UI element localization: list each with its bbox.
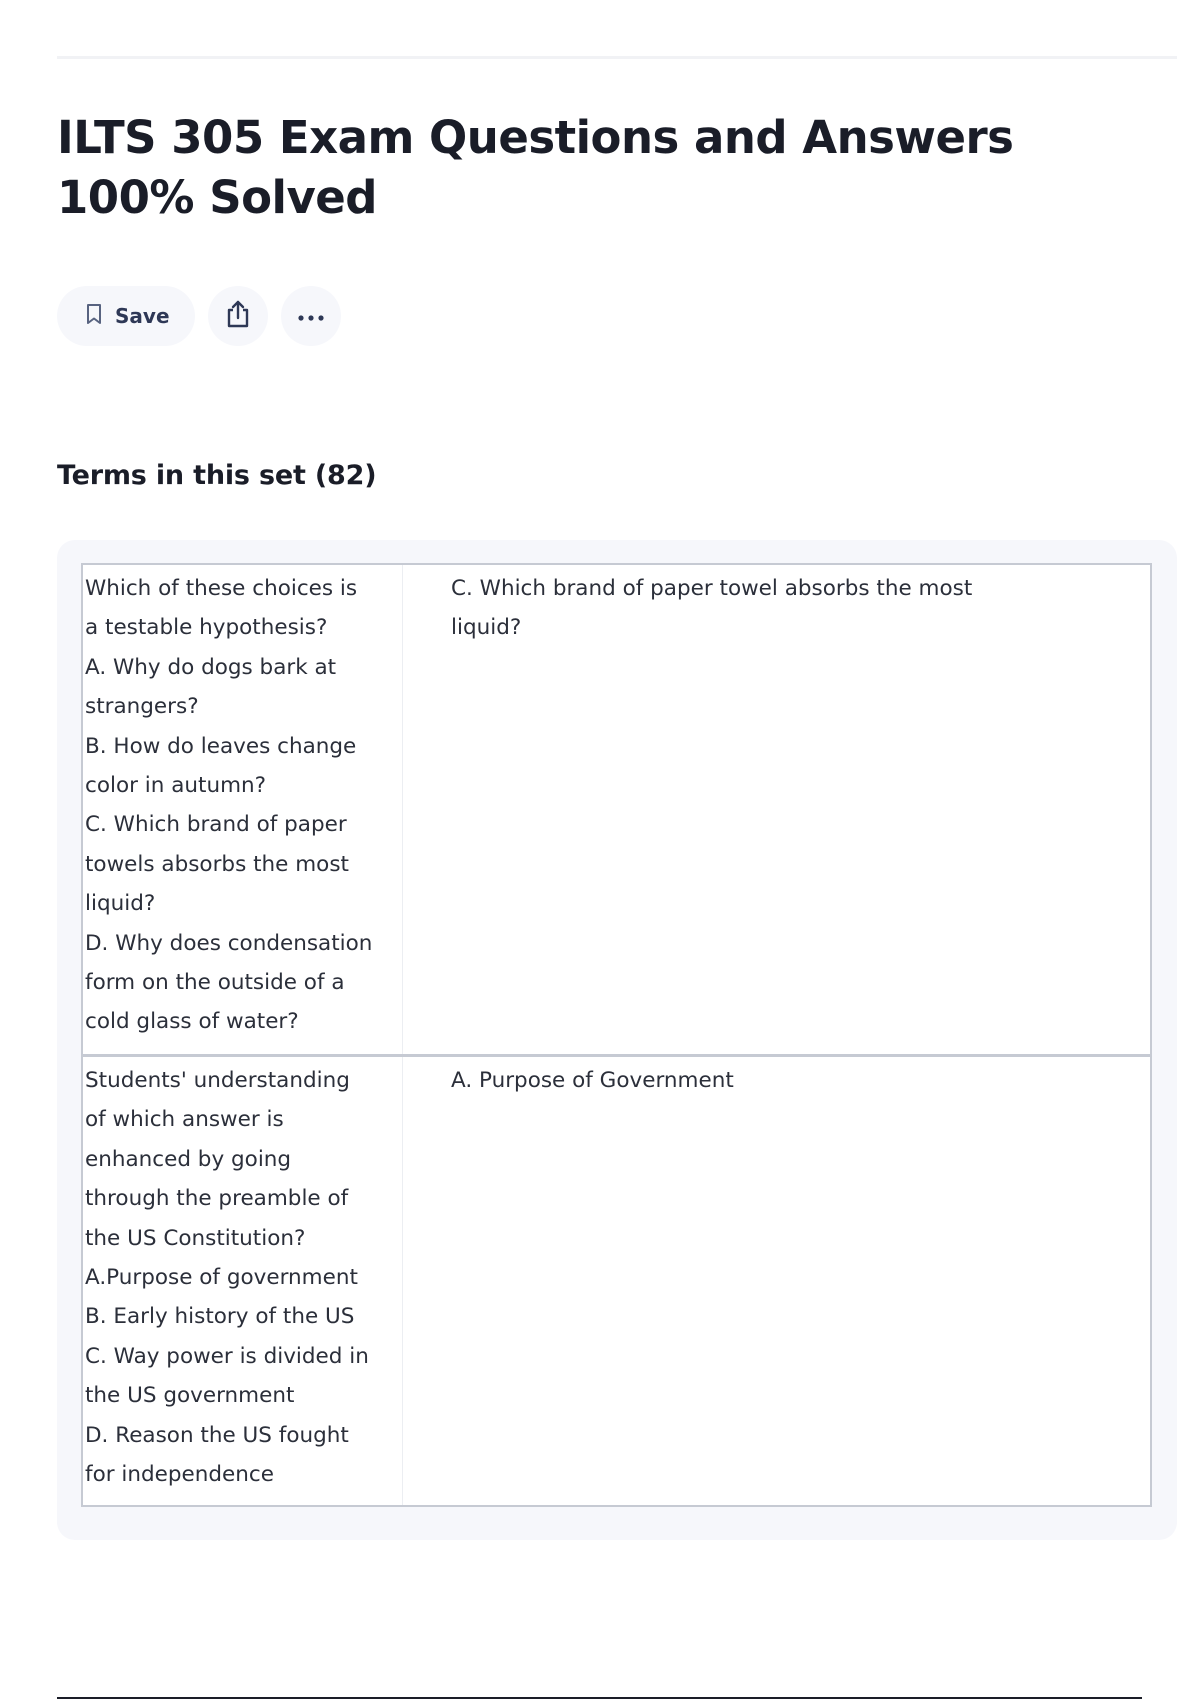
save-button-label: Save — [115, 304, 170, 328]
term-line: B. How do leaves change — [85, 733, 357, 759]
share-icon — [224, 299, 252, 333]
more-options-button[interactable] — [281, 286, 341, 346]
top-divider — [57, 56, 1177, 59]
term-line: D. Reason the US fought — [85, 1422, 349, 1448]
term-line: Which of these choices is — [85, 576, 358, 601]
term-line: A.Purpose of government — [85, 1265, 358, 1291]
term-line: enhanced by going — [85, 1146, 292, 1172]
term-line: of which answer is — [85, 1107, 284, 1133]
terms-heading: Terms in this set (82) — [57, 460, 377, 491]
term-line: form on the outside of a — [85, 970, 345, 996]
definition-cell — [403, 565, 1150, 1054]
term-line: C. Way power is divided in — [85, 1343, 369, 1369]
definition-text: C. Which brand of paper towel absorbs the most liquid? — [451, 576, 973, 641]
term-row — [83, 1054, 1150, 1505]
term-line: color in autumn? — [85, 773, 267, 799]
term-line: through the preamble of — [85, 1186, 349, 1212]
bookmark-icon — [85, 303, 103, 329]
term-line: a testable hypothesis? — [85, 615, 328, 641]
more-icon — [296, 307, 326, 326]
term-cell — [83, 1057, 403, 1505]
term-line: C. Which brand of paper — [85, 812, 347, 838]
definition-text: A. Purpose of Government — [451, 1068, 734, 1093]
terms-table — [81, 563, 1152, 1507]
term-line: liquid? — [85, 891, 156, 917]
term-line: D. Why does condensation — [85, 930, 373, 956]
term-line: A. Why do dogs bark at — [85, 654, 337, 680]
term-cell — [83, 565, 403, 1054]
share-button[interactable] — [208, 286, 268, 346]
term-line: towels absorbs the most — [85, 851, 349, 877]
bottom-divider — [57, 1697, 1142, 1699]
term-line: the US Constitution? — [85, 1225, 306, 1251]
term-line: strangers? — [85, 694, 199, 720]
term-line: Students' understanding — [85, 1068, 350, 1093]
term-row — [83, 565, 1150, 1054]
term-line: B. Early history of the US — [85, 1304, 355, 1330]
save-button[interactable] — [57, 286, 195, 346]
term-line: cold glass of water? — [85, 1009, 299, 1035]
page-title: ILTS 305 Exam Questions and Answers 100% Solved — [57, 111, 1014, 224]
term-line: the US government — [85, 1383, 295, 1409]
term-line: for independence — [85, 1462, 274, 1488]
definition-cell — [403, 1057, 1150, 1505]
action-bar — [57, 285, 341, 347]
